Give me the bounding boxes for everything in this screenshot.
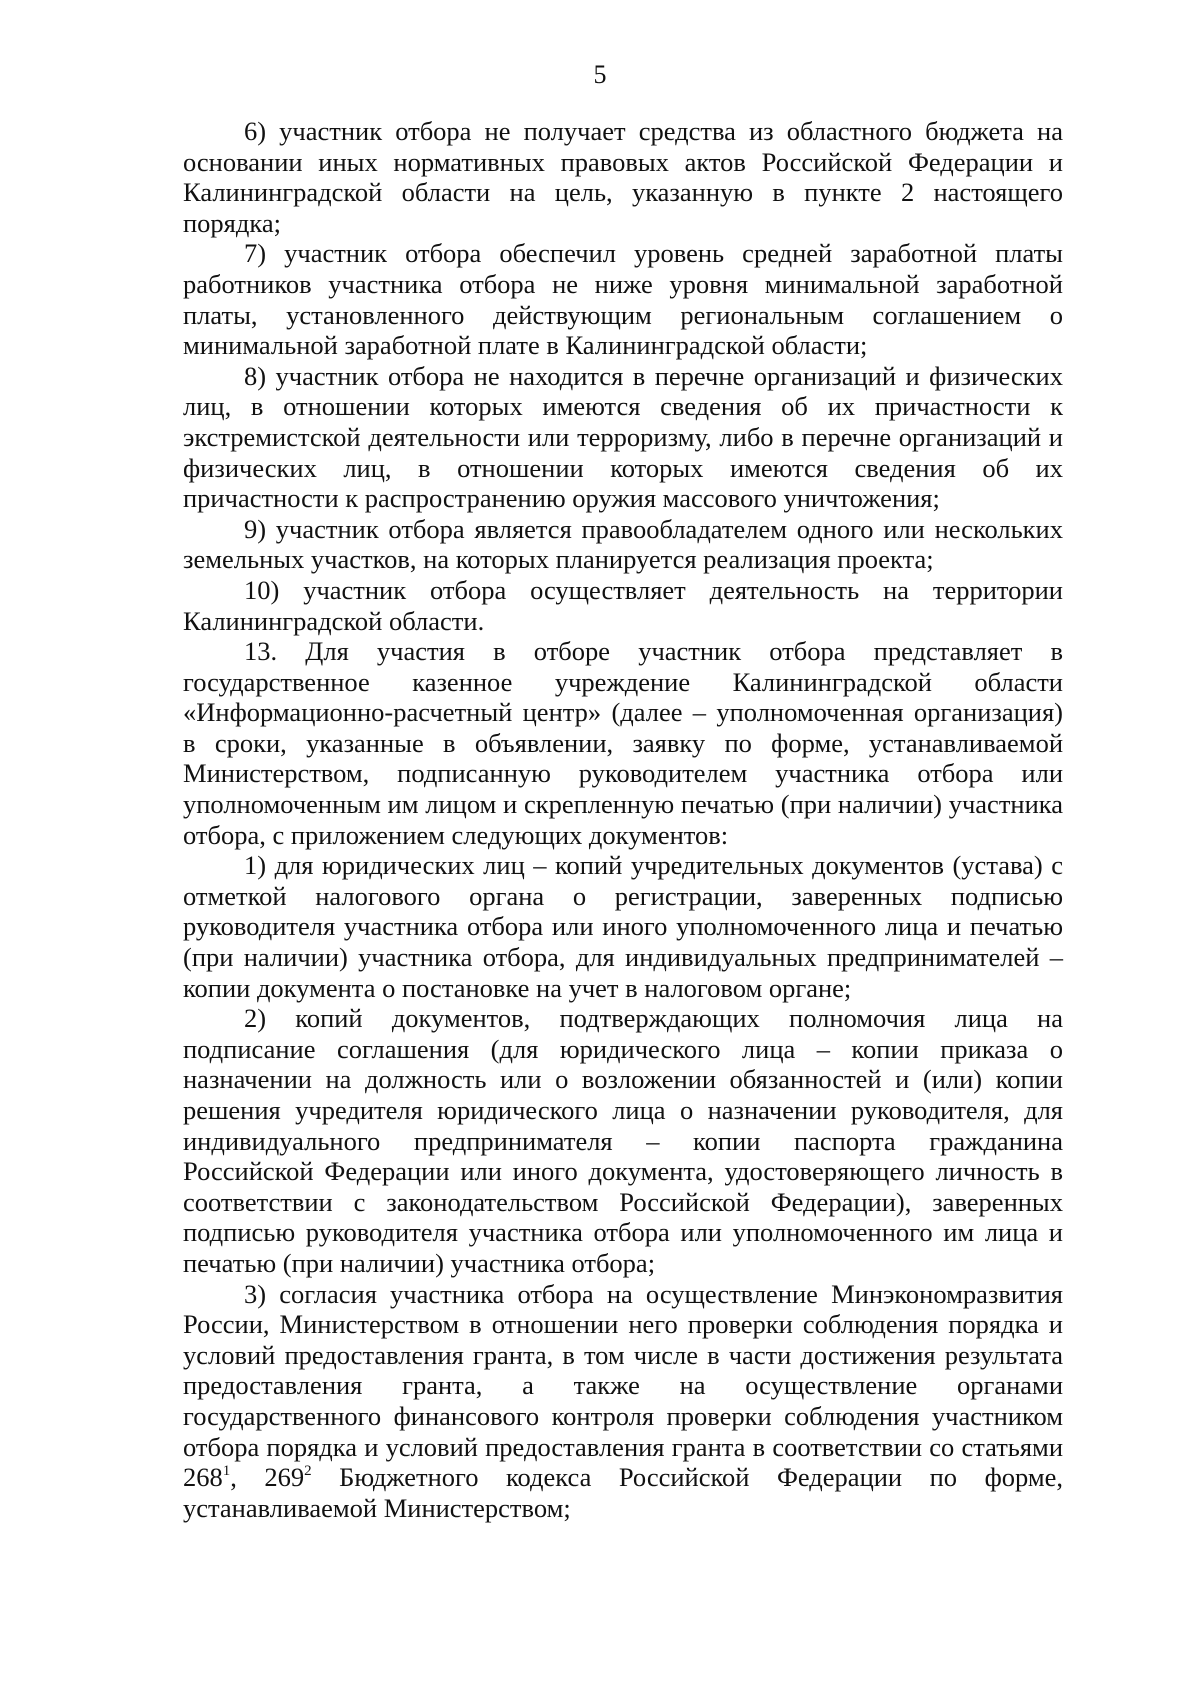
paragraph-item-9: 9) участник отбора является правообладателем одного или нескольких земельных участков, на которых планируется реализация проекта;: [183, 513, 1063, 575]
paragraph-document-3-text-c: Бюджетного кодекса Российской Федерации по форме, устанавливаемой Министерством;: [183, 1462, 1063, 1523]
page-number: 5: [593, 60, 607, 89]
document-body: [183, 116, 1063, 1523]
paragraph-document-3-text-b: , 269: [230, 1462, 305, 1493]
paragraph-document-2: 2) копий документов, подтверждающих полномочия лица на подписание соглашения (для юридического лица – копии приказа о назначении на должность или о возложении обязанностей и (или) копии решения учредителя юридического лица о назначении руководителя, для индивидуального предпринимателя – копии паспорта гражданина Российской Федерации или иного документа, удостоверяющего личность в соответствии с законодательством Российской Федерации), заверенных подписью руководителя участника отбора или уполномоченного им лица и печатью (при наличии) участника отбора;: [183, 1003, 1063, 1278]
paragraph-item-10: 10) участник отбора осуществляет деятельность на территории Калининградской области.: [183, 574, 1063, 636]
paragraph-document-3: [183, 1279, 1063, 1524]
paragraph-clause-13: 13. Для участия в отборе участник отбора представляет в государственное казенное учреждение Калининградской области «Информационно-расчетный центр» (далее – уполномоченная организация) в сроки, указанные в объявлении, заявку по форме, устанавливаемой Министерством, подписанную руководителем участника отбора или уполномоченным им лицом и скрепленную печатью (при наличии) участника отбора, с приложением следующих документов:: [183, 636, 1063, 850]
paragraph-item-8: 8) участник отбора не находится в перечне организаций и физических лиц, в отношении которых имеются сведения об их причастности к экстремистской деятельности или терроризму, либо в перечне организаций и физических лиц, в отношении которых имеются сведения об их причастности к распространению оружия массового уничтожения;: [183, 360, 1063, 514]
paragraph-item-6: 6) участник отбора не получает средства из областного бюджета на основании иных нормативных правовых актов Российской Федерации и Калининградской области на цель, указанную в пункте 2 настоящего порядка;: [183, 116, 1063, 238]
footnote-superscript-2: 2: [304, 1463, 312, 1480]
paragraph-document-3-text-a: 3) согласия участника отбора на осуществление Минэкономразвития России, Министерством в отношении него проверки соблюдения порядка и условий предоставления гранта, в том числе в части достижения результата предоставления гранта, а также на осуществление органами государственного финансового контроля проверки соблюдения участником отбора порядка и условий предоставления гранта в соответствии со статьями 268: [183, 1278, 1063, 1493]
footnote-superscript-1: 1: [222, 1463, 231, 1480]
paragraph-document-1: 1) для юридических лиц – копий учредительных документов (устава) с отметкой налогового органа о регистрации, заверенных подписью руководителя участника отбора или иного уполномоченного лица и печатью (при наличии) участника отбора, для индивидуальных предпринимателей – копии документа о постановке на учет в налоговом органе;: [183, 850, 1063, 1003]
paragraph-item-7: 7) участник отбора обеспечил уровень средней заработной платы работников участника отбора не ниже уровня минимальной заработной платы, установленного действующим региональным соглашением о минимальной заработной плате в Калининградской области;: [183, 238, 1063, 361]
